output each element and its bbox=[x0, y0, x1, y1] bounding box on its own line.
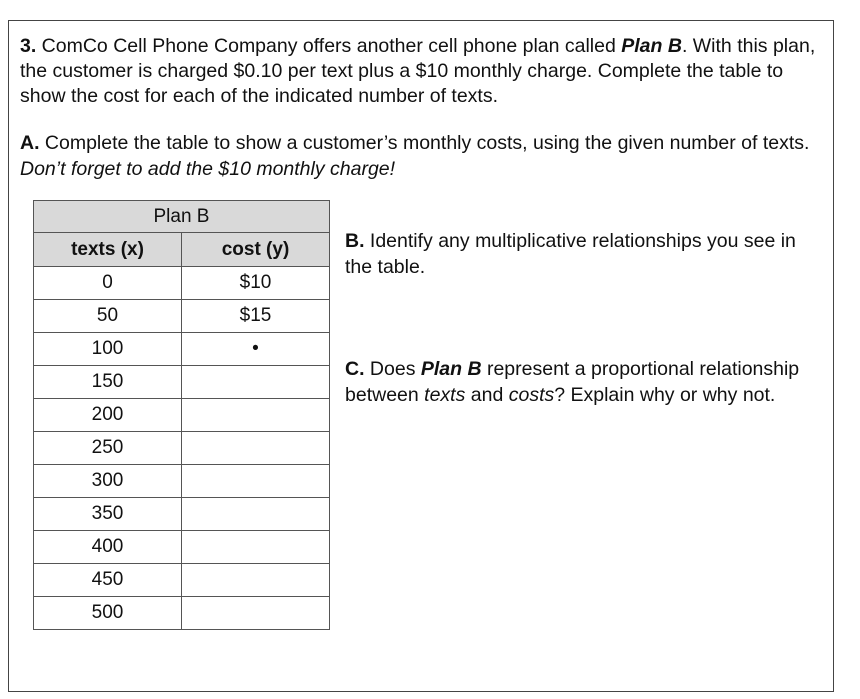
intro-text-2: . With this plan, the customer is charged $0.10 per text plus a $10 monthly charge. Complete the table to show the cost for each of the indicated number of texts. bbox=[20, 35, 816, 107]
cost-cell[interactable] bbox=[182, 531, 330, 564]
column-header-texts: texts (x) bbox=[34, 233, 182, 267]
part-c-text-1: Does bbox=[364, 358, 421, 380]
cost-cell[interactable] bbox=[182, 498, 330, 531]
problem-intro bbox=[20, 34, 820, 109]
table-row bbox=[34, 267, 330, 300]
cost-cell[interactable] bbox=[182, 465, 330, 498]
intro-text-1: ComCo Cell Phone Company offers another cell phone plan called bbox=[36, 35, 622, 57]
part-a-label: A. bbox=[20, 132, 40, 154]
cost-cell[interactable] bbox=[182, 564, 330, 597]
part-c-costs-word: costs bbox=[508, 384, 555, 406]
texts-cell: 100 bbox=[34, 333, 182, 366]
table-row bbox=[34, 564, 330, 597]
part-b-text: Identify any multiplicative relationships you see in the table. bbox=[345, 230, 796, 278]
cost-cell[interactable]: $10 bbox=[182, 267, 330, 300]
table-row bbox=[34, 465, 330, 498]
table-row bbox=[34, 333, 330, 366]
cost-cell[interactable]: • bbox=[182, 333, 330, 366]
table-row bbox=[34, 531, 330, 564]
texts-cell: 300 bbox=[34, 465, 182, 498]
texts-cell: 400 bbox=[34, 531, 182, 564]
plan-b-table bbox=[33, 200, 330, 630]
texts-cell: 450 bbox=[34, 564, 182, 597]
part-c-text-3: ? Explain why or why not. bbox=[554, 384, 776, 406]
cost-cell[interactable] bbox=[182, 366, 330, 399]
part-a-prompt bbox=[20, 130, 820, 182]
part-c-plan-name: Plan B bbox=[420, 358, 482, 380]
cost-cell[interactable]: $15 bbox=[182, 300, 330, 333]
plan-name: Plan B bbox=[621, 35, 682, 57]
part-a-reminder: Don’t forget to add the $10 monthly charge! bbox=[20, 158, 396, 180]
table-row bbox=[34, 498, 330, 531]
texts-cell: 350 bbox=[34, 498, 182, 531]
part-b-label: B. bbox=[345, 230, 365, 252]
texts-cell: 200 bbox=[34, 399, 182, 432]
table-title: Plan B bbox=[34, 201, 330, 233]
texts-cell: 0 bbox=[34, 267, 182, 300]
texts-cell: 50 bbox=[34, 300, 182, 333]
table-row bbox=[34, 366, 330, 399]
table-row bbox=[34, 300, 330, 333]
table-row bbox=[34, 597, 330, 630]
column-header-cost: cost (y) bbox=[182, 233, 330, 267]
cost-cell[interactable] bbox=[182, 597, 330, 630]
part-c-and-word: and bbox=[465, 384, 509, 406]
part-b-prompt bbox=[345, 228, 805, 280]
part-c-prompt bbox=[345, 356, 815, 408]
texts-cell: 500 bbox=[34, 597, 182, 630]
part-c-text-2: represent a proportional relationship between bbox=[345, 358, 800, 406]
part-c-texts-word: texts bbox=[424, 384, 466, 406]
table-row bbox=[34, 399, 330, 432]
table-row bbox=[34, 432, 330, 465]
cost-cell[interactable] bbox=[182, 399, 330, 432]
part-c-label: C. bbox=[345, 358, 365, 380]
texts-cell: 250 bbox=[34, 432, 182, 465]
problem-number: 3. bbox=[20, 35, 37, 57]
texts-cell: 150 bbox=[34, 366, 182, 399]
part-a-text: Complete the table to show a customer’s monthly costs, using the given number of texts. bbox=[39, 132, 810, 154]
cost-cell[interactable] bbox=[182, 432, 330, 465]
